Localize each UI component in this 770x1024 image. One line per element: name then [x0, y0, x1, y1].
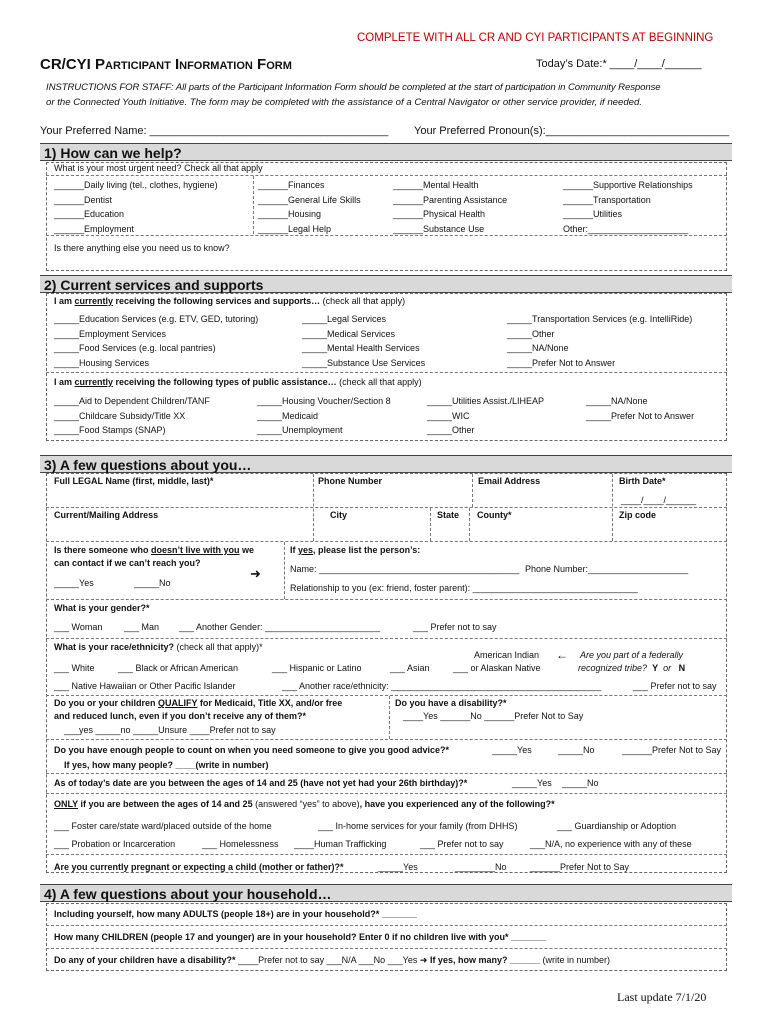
assist-col-2 [257, 394, 391, 438]
assist-option[interactable]: _____Childcare Subsidy/Title XX [54, 410, 186, 421]
assist-option[interactable]: _____Other [427, 425, 475, 435]
experience-option[interactable]: ___ Homelessness [202, 839, 279, 849]
assist-col-1 [54, 394, 210, 438]
assist-option[interactable]: _____Prefer Not to Answer [586, 410, 695, 421]
service-option[interactable]: _____Housing Services [54, 357, 150, 368]
qualify-options[interactable]: ___yes _____no _____Unsure ____Prefer not to say [64, 725, 276, 735]
relationship-field[interactable]: Relationship to you (ex: friend, foster parent): _________________________________ [290, 583, 638, 593]
urgent-need-prompt: What is your most urgent need? Check all that apply [54, 163, 263, 173]
advice-question: Do you have enough people to count on when you need someone to give you good advice?* [54, 745, 450, 755]
section-4-header: 4) A few questions about your household… [40, 884, 732, 902]
phone-field[interactable]: Phone Number [318, 476, 383, 486]
form-title: CR/CYI Participant Information Form [40, 56, 292, 73]
services-col-2 [302, 312, 425, 370]
zip-field[interactable]: Zip code [619, 510, 657, 520]
county-field[interactable]: County* [477, 510, 512, 520]
service-option[interactable]: _____Mental Health Services [302, 343, 420, 353]
anything-else-field[interactable]: Is there anything else you need us to know? [54, 243, 230, 253]
tribe-question-2: recognized tribe? Y or N [578, 663, 686, 673]
tribe-no-option[interactable]: N [678, 663, 686, 673]
right-arrow-icon: ➜ [250, 566, 261, 581]
birth-date-label: Birth Date* [619, 476, 666, 486]
advice-prefer-option[interactable]: ______Prefer Not to Say [622, 745, 722, 755]
experience-option[interactable]: ___ Prefer not to say [420, 839, 504, 849]
assist-option[interactable]: _____Utilities Assist./LIHEAP [427, 396, 545, 406]
tribe-question: Are you part of a federally [580, 650, 684, 660]
address-field[interactable]: Current/Mailing Address [54, 510, 159, 520]
list-person-label: If yes, please list the person’s: [290, 545, 421, 555]
assist-option[interactable]: _____Medicaid [257, 410, 319, 421]
age-yes-option[interactable]: _____Yes [512, 778, 552, 788]
service-option[interactable]: _____Prefer Not to Answer [507, 357, 616, 368]
service-option[interactable]: _____NA/None [507, 343, 569, 353]
services-prompt: I am currently receiving the following services and supports… (check all that apply) [54, 296, 406, 306]
need-option[interactable]: ______Mental Health [393, 180, 479, 190]
advice-no-option[interactable]: _____No [558, 745, 595, 755]
children-disability-options[interactable]: ____Prefer not to say ___N/A ___No ___Yes [238, 955, 418, 965]
race-question: What is your race/ethnicity? (check all that apply)* [54, 642, 263, 652]
banner-text: COMPLETE WITH ALL CR AND CYI PARTICIPANTS AT BEGINNING [357, 32, 714, 44]
needs-col-3 [393, 178, 507, 236]
instructions-line-1: INSTRUCTIONS FOR STAFF: All parts of the Participant Information Form should be completed at the start of participation in Community Response [46, 82, 661, 93]
experience-option[interactable]: ___ Foster care/state ward/placed outside of the home [54, 821, 272, 831]
pregnant-prefer-option[interactable]: ______Prefer Not to Say [530, 862, 630, 872]
need-option[interactable]: ______Substance Use [393, 223, 485, 234]
need-option[interactable]: ______Transportation [563, 194, 651, 205]
assist-option[interactable]: _____Food Stamps (SNAP) [54, 425, 166, 435]
need-option[interactable]: ______General Life Skills [258, 194, 361, 205]
need-option[interactable]: ______Housing [258, 209, 322, 219]
race-option[interactable]: ___ Hispanic or Latino [272, 663, 362, 673]
section-2-header: 2) Current services and supports [40, 275, 732, 293]
race-option[interactable]: ___ Prefer not to say [633, 681, 717, 691]
city-field[interactable]: City [330, 510, 348, 520]
experience-option[interactable]: ___ Probation or Incarceration [54, 839, 176, 849]
experience-option[interactable]: ___ Guardianship or Adoption [557, 821, 677, 831]
gender-question: What is your gender?* [54, 603, 150, 613]
adults-question[interactable]: Including yourself, how many ADULTS (people 18+) are in your household?* _______ [54, 909, 417, 919]
need-option[interactable]: ______Parenting Assistance [393, 194, 508, 205]
needs-col-1 [54, 178, 218, 236]
todays-date-field[interactable]: Today’s Date:* ____/____/______ [536, 58, 702, 70]
experience-option[interactable]: ____Human Trafficking [294, 839, 387, 849]
qualify-question-2: and reduced lunch, even if you don’t receive any of them?* [54, 711, 307, 721]
tribe-yes-option[interactable]: Y [652, 663, 659, 673]
state-field[interactable]: State [437, 510, 460, 520]
need-option[interactable]: ______Physical Health [393, 209, 486, 219]
contact-question: Is there someone who doesn’t live with you we [54, 545, 255, 555]
contact-question-2: can contact if we can’t reach you? [54, 558, 201, 568]
american-indian-label: American Indian [474, 650, 540, 660]
section-1-header: 1) How can we help? [40, 143, 732, 161]
needs-col-2 [258, 178, 361, 236]
need-option[interactable]: ______Employment [54, 223, 135, 234]
assist-col-3 [427, 394, 544, 438]
assistance-prompt: I am currently receiving the following types of public assistance… (check all that apply) [54, 377, 422, 387]
race-option[interactable]: ___ Asian [390, 663, 430, 673]
race-option[interactable]: ___ White [54, 663, 95, 673]
experience-option[interactable]: ___ In-home services for your family (from DHHS) [318, 821, 518, 831]
service-option[interactable]: _____Other [507, 328, 555, 339]
service-option[interactable]: _____Employment Services [54, 328, 167, 339]
advice-how-many[interactable]: If yes, how many people? ____(write in number) [64, 760, 269, 770]
section-3-box [46, 473, 727, 873]
service-option[interactable]: _____Education Services (e.g. ETV, GED, tutoring) [54, 314, 259, 324]
children-disability-row: Do any of your children have a disability?* ____Prefer not to say ___N/A ___No ___Yes ➜ If yes, how many? ______ (write in number) [54, 955, 611, 965]
right-arrow-icon: ➜ [419, 955, 428, 965]
contact-phone-field[interactable]: Phone Number:____________________ [525, 564, 689, 574]
gender-option[interactable]: ___ Man [124, 622, 160, 632]
experience-option[interactable]: ___N/A, no experience with any of these [530, 839, 692, 849]
contact-name-field[interactable]: Name: ________________________________________ [290, 564, 520, 574]
need-option[interactable]: Other:____________________ [563, 223, 689, 234]
preferred-pronoun-field[interactable]: Your Preferred Pronoun(s):______________________________ [414, 125, 730, 137]
need-option[interactable]: ______Daily living (tel., clothes, hygiene) [54, 180, 218, 190]
children-question[interactable]: How many CHILDREN (people 17 and younger) are in your household? Enter 0 if no children live with you* _______ [54, 932, 547, 942]
age-question: As of today’s date are you between the ages of 14 and 25 (have not yet had your 26th birthday)?* [54, 778, 468, 788]
pregnant-yes-option[interactable]: _____Yes [378, 862, 418, 872]
need-option[interactable]: ______Finances [258, 180, 325, 190]
service-option[interactable]: _____Food Services (e.g. local pantries) [54, 343, 216, 353]
gender-option[interactable]: ___ Prefer not to say [413, 622, 497, 632]
instructions-line-2: or the Connected Youth Initiative. The form may be completed with the assistance of a Central Navigator or other service provider, if needed. [46, 97, 643, 108]
assist-option[interactable]: _____Housing Voucher/Section 8 [257, 396, 391, 406]
needs-col-4 [563, 178, 693, 236]
need-option[interactable]: ______Utilities [563, 209, 623, 219]
need-option[interactable]: ______Legal Help [258, 223, 332, 234]
contact-yes-option[interactable]: _____Yes [54, 578, 94, 588]
assist-option[interactable]: _____WIC [427, 410, 470, 421]
advice-yes-option[interactable]: _____Yes [492, 745, 532, 755]
email-field[interactable]: Email Address [478, 476, 541, 486]
service-option[interactable]: _____Substance Use Services [302, 357, 426, 368]
preferred-name-field[interactable]: Your Preferred Name: _______________________________________ [40, 125, 389, 137]
service-option[interactable]: _____Transportation Services (e.g. IntelliRide) [507, 314, 693, 324]
disability-question: Do you have a disability?* [395, 698, 507, 708]
section-3-header: 3) A few questions about you… [40, 455, 732, 473]
assist-option[interactable]: _____Unemployment [257, 425, 343, 435]
pregnant-no-option[interactable]: ________No [455, 862, 507, 872]
services-col-3 [507, 312, 692, 370]
assist-option[interactable]: _____Aid to Dependent Children/TANF [54, 396, 210, 406]
need-option[interactable]: ______Education [54, 209, 125, 219]
race-option[interactable]: ___ or Alaskan Native [453, 663, 541, 673]
age-no-option[interactable]: _____No [562, 778, 599, 788]
children-disability-count[interactable]: If yes, how many? ______ [429, 955, 543, 965]
assist-col-4 [586, 394, 694, 423]
birth-date-field[interactable]: ____/____/______ [621, 495, 697, 505]
left-arrow-icon: ← [556, 648, 568, 662]
last-update: Last update 7/1/20 [617, 990, 707, 1004]
service-option[interactable]: _____Legal Services [302, 314, 387, 324]
need-option[interactable]: ______Supportive Relationships [563, 180, 693, 190]
race-option[interactable]: ___ Another race/ethnicity: __________________________________________ [282, 681, 602, 691]
full-name-field[interactable]: Full LEGAL Name (first, middle, last)* [54, 476, 214, 486]
contact-no-option[interactable]: _____No [134, 578, 171, 588]
race-option[interactable]: ___ Native Hawaiian or Other Pacific Islander [54, 681, 236, 691]
gender-option[interactable]: ___ Woman [54, 622, 103, 632]
need-option[interactable]: ______Dentist [54, 194, 113, 205]
gender-option[interactable]: ___ Another Gender: _______________________ [179, 622, 381, 632]
disability-options[interactable]: ____Yes ______No ______Prefer Not to Say [403, 711, 584, 721]
pregnant-question: Are you currently pregnant or expecting a child (mother or father)?* [54, 862, 344, 872]
experience-question: ONLY if you are between the ages of 14 and 25 (answered “yes” to above), have you experienced any of the following?* [54, 799, 555, 809]
service-option[interactable]: _____Medical Services [302, 328, 396, 339]
assist-option[interactable]: _____NA/None [586, 396, 648, 406]
qualify-question: Do you or your children QUALIFY for Medicaid, Title XX, and/or free [54, 698, 343, 708]
services-col-1 [54, 312, 258, 370]
race-option[interactable]: ___ Black or African American [118, 663, 239, 673]
